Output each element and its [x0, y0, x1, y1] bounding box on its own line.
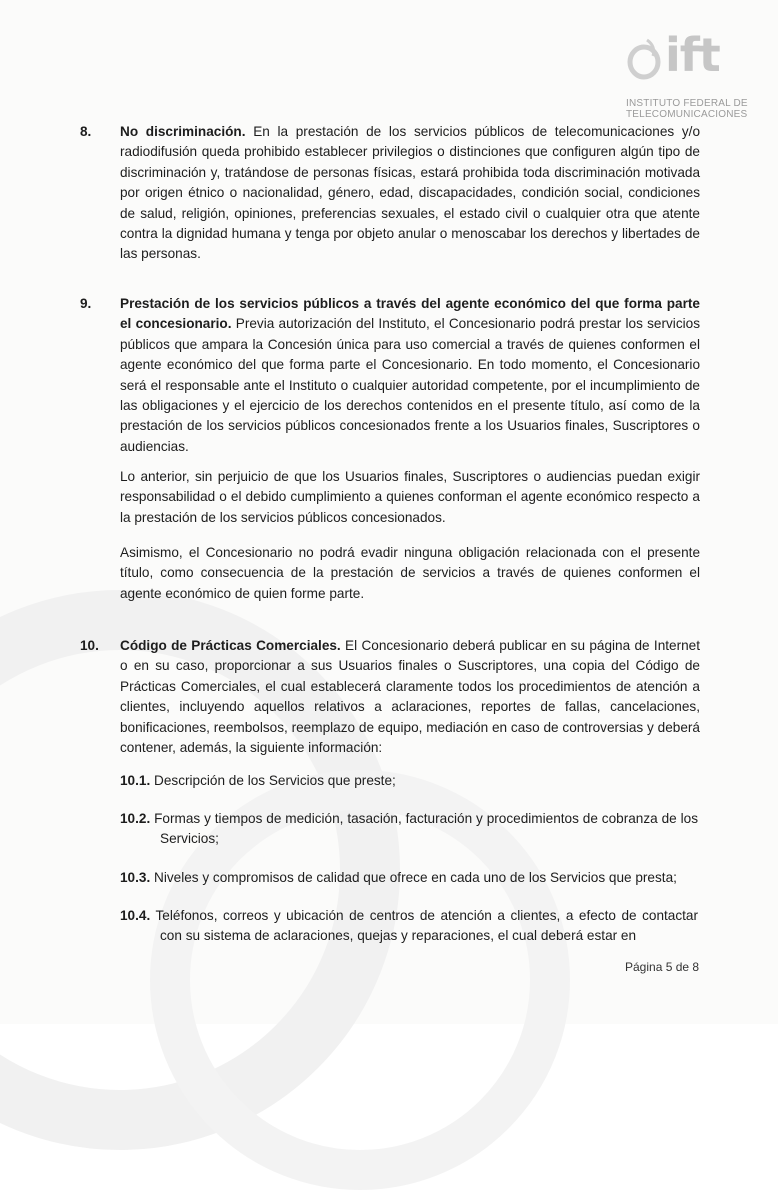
paragraph: Lo anterior, sin perjuicio de que los Usuarios finales, Suscriptores o audiencias puedan exigir responsabilidad o el debido cumplimiento a quienes conforman el agente económico respecto a la prestación de los servicios públicos concesionados.: [120, 469, 700, 525]
logo-mark-icon: [627, 38, 661, 80]
logo-subtitle-line2: TELECOMUNICACIONES: [626, 109, 748, 120]
paragraph: Asimismo, el Concesionario no podrá evadir ninguna obligación relacionada con el presente título, como consecuencia de la prestación de servicios a través de quienes conformen el agente económico de quien forme parte.: [120, 545, 700, 601]
list-item: [120, 868, 698, 888]
section-9-paragraph-2: [80, 467, 700, 528]
list-item-text: Teléfonos, correos y ubicación de centros de atención a clientes, a efecto de contactar con su sistema de aclaraciones, quejas y reparaciones, el cual deberá estar en: [155, 908, 698, 944]
list-item-body: [120, 868, 698, 888]
list-item: [120, 906, 698, 947]
section-body: [120, 294, 700, 457]
section-title: No discriminación.: [120, 124, 246, 139]
section-body: [120, 122, 700, 265]
section-number: 9.: [80, 296, 92, 311]
ift-logo: [615, 28, 755, 126]
section-10: [80, 636, 700, 758]
section-number: 8.: [80, 124, 92, 139]
section-9: [80, 294, 700, 457]
list-item-body: [120, 771, 698, 791]
list-item-number: 10.3.: [120, 870, 151, 885]
section-body: [120, 636, 700, 758]
page-number: Página 5 de 8: [625, 960, 700, 974]
logo-text: ift: [665, 28, 720, 82]
section-text: En la prestación de los servicios públicos de telecomunicaciones y/o radiodifusión queda prohibido establecer privilegios o distinciones que configuren algún tipo de discriminación y, tratándose de personas físicas, estará prohibida toda discriminación motivada por origen étnico o nacionalidad, género, edad, discapacidades, condición social, condiciones de salud, religión, opiniones, preferencias sexuales, el estado civil o cualquier otra que atente contra la dignidad humana y tenga por objeto anular o menoscabar los derechos y libertades de las personas.: [120, 124, 700, 262]
logo-subtitle: [626, 98, 756, 120]
list-item: [120, 809, 698, 850]
list-item-number: 10.2.: [120, 811, 151, 826]
section-number: 10.: [80, 638, 99, 653]
list-item: [120, 771, 698, 791]
section-9-paragraph-3: [80, 543, 700, 604]
section-text: El Concesionario deberá publicar en su página de Internet o en su caso, proporcionar a sus Usuarios finales o Suscriptores, una copia del Código de Prácticas Comerciales, el cual establecerá claramente todos los procedimientos de atención a clientes, incluyendo aquellos relativos a aclaraciones, reportes de fallas, cancelaciones, bonificaciones, reembolsos, reemplazo de equipo, mediación en caso de controversias y deberá contener, además, la siguiente información:: [120, 638, 701, 756]
section-text: Previa autorización del Instituto, el Concesionario podrá prestar los servicios públicos que ampara la Concesión única para uso comercial a través de quienes conformen el agente económico del que forma parte el Concesionario. En todo momento, el Concesionario será el responsable ante el Instituto o cualquier autoridad competente, por el incumplimiento de las obligaciones y el ejercicio de los derechos contenidos en el presente título, así como de la prestación de los servicios públicos concesionados frente a los Usuarios finales, Suscriptores o audiencias.: [120, 316, 700, 454]
section-8: [80, 122, 700, 265]
section-title: Código de Prácticas Comerciales.: [120, 638, 341, 653]
logo-subtitle-line1: INSTITUTO FEDERAL DE: [626, 98, 748, 109]
list-item-body: [120, 906, 698, 947]
list-item-number: 10.4.: [120, 908, 151, 923]
list-item-number: 10.1.: [120, 773, 151, 788]
list-item-text: Niveles y compromisos de calidad que ofrece en cada uno de los Servicios que presta;: [154, 870, 677, 885]
section-title: Prestación de los servicios públicos a través del agente económico del que forma parte el concesionario.: [120, 296, 700, 332]
list-item-text: Descripción de los Servicios que preste;: [154, 773, 396, 788]
list-item-text: Formas y tiempos de medición, tasación, facturación y procedimientos de cobranza de los Servicios;: [154, 811, 698, 847]
list-item-body: [120, 809, 698, 850]
